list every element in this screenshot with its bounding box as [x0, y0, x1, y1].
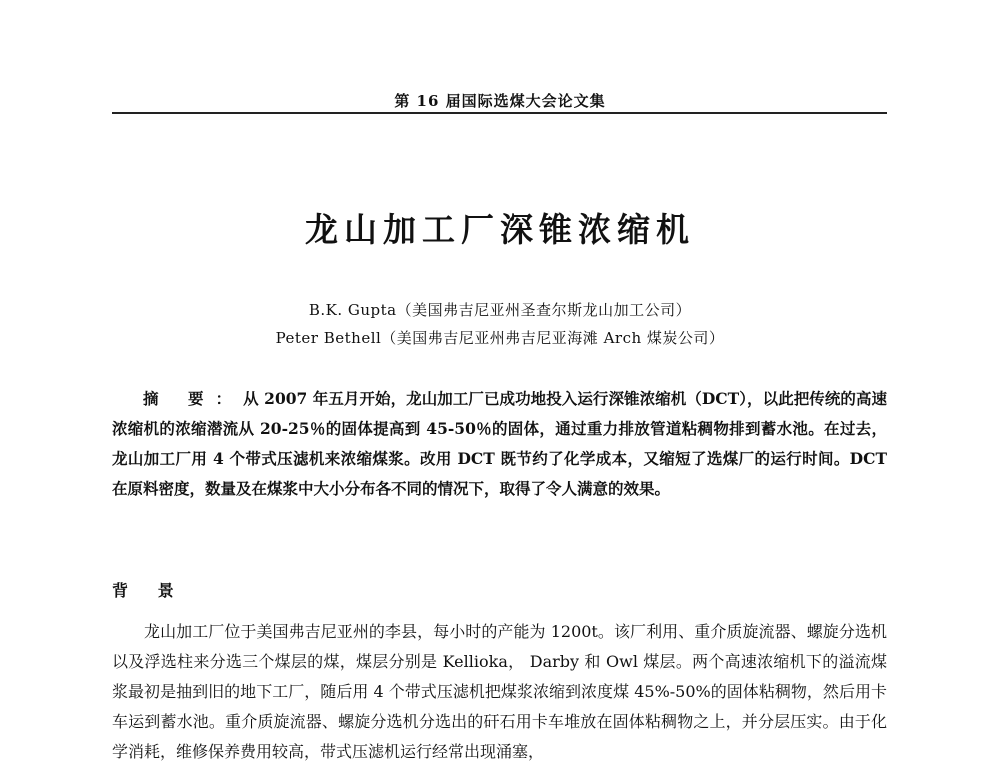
paper-title: 龙山加工厂深锥浓缩机 [305, 210, 695, 249]
abstract-label: 摘 要： [143, 389, 244, 408]
abstract-text: 从 2007 年五月开始，龙山加工厂已成功地投入运行深锥浓缩机（DCT），以此把传统的高速浓缩机的浓缩潜流从 20-25％的固体提高到 45-50％的固体，通过重力排放管道粘稠物排到蓄水池。在过去，龙山加工厂用 4 个带式压滤机来浓缩煤浆。改用 DCT 既节约了化学成本，又缩短了选煤厂的运行时间。DCT 在原料密度，数量及在煤浆中大小分布各不同的情况下，取得了令人满意的效果。 [112, 389, 887, 498]
author-line: Peter Bethell（美国弗吉尼亚州弗吉尼亚海滩 Arch 煤炭公司） [275, 329, 725, 347]
header-rule [112, 112, 887, 114]
body-paragraph [112, 617, 887, 767]
paragraph-text: 龙山加工厂位于美国弗吉尼亚州的李县，每小时的产能为 1200t。该厂利用、重介质旋流器、螺旋分选机以及浮选柱来分选三个煤层的煤，煤层分别是 Kellioka， Darby 和 Owl 煤层。两个高速浓缩机下的溢流煤浆最初是抽到旧的地下工厂，随后用 4 个带式压滤机把煤浆浓缩到浓度煤 45%-50%的固体粘稠物，然后用卡车运到蓄水池。重介质旋流器、螺旋分选机分选出的矸石用卡车堆放在固体粘稠物之上，并分层压实。由于化学消耗，维修保养费用较高，带式压滤机运行经常出现涌塞， [112, 622, 887, 761]
author-line: B.K. Gupta（美国弗吉尼亚州圣查尔斯龙山加工公司） [308, 301, 692, 319]
section-heading: 背 景 [112, 581, 186, 600]
abstract [112, 384, 887, 504]
running-head: 第 16 届国际选煤大会论文集 [394, 92, 606, 110]
author-block [0, 296, 1000, 352]
